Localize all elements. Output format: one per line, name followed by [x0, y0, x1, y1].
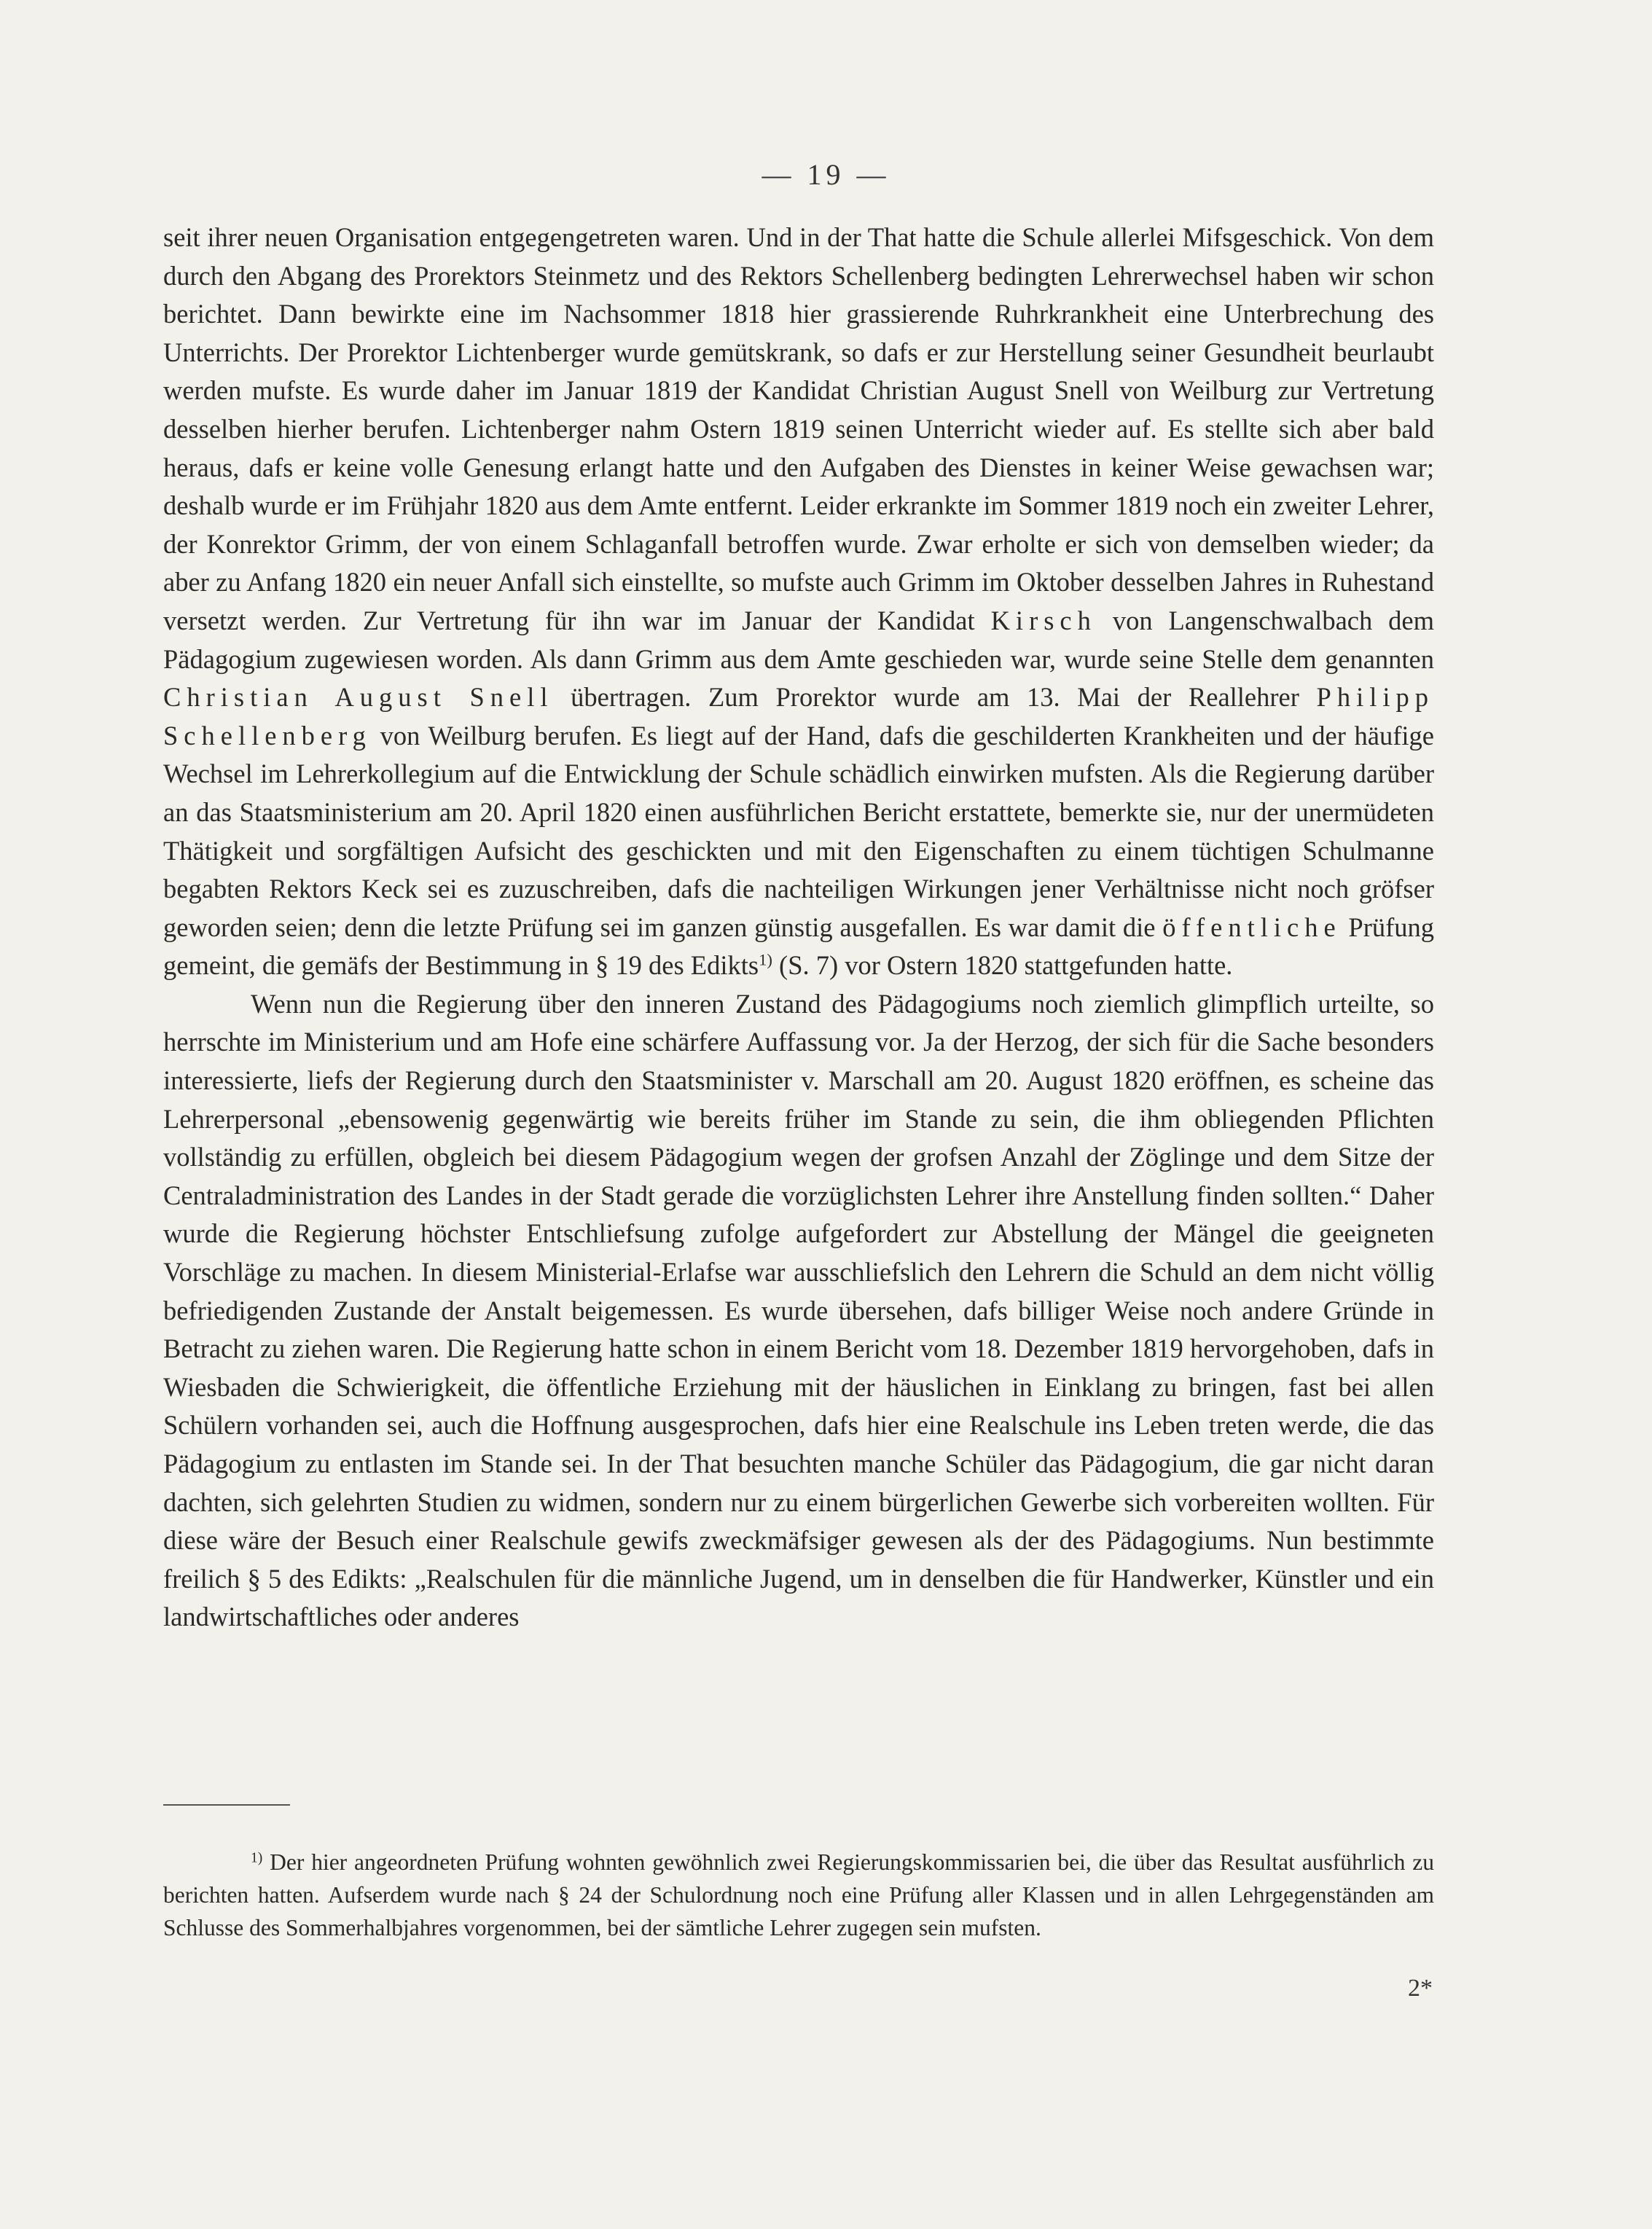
footnote-1	[163, 1846, 1434, 1944]
text-segment: seit ihrer neuen Organisation entgegengetreten waren. Und in der That hatte die Schule allerlei Mifsgeschick. Von dem durch den Abgang des Prorektors Steinmetz und des Rektors Schellenberg bedingten Lehrerwechsel haben wir schon berichtet. Dann bewirkte eine im Nachsommer 1818 hier grassierende Ruhrkrankheit eine Unterbrechung des Unterrichts. Der Prorektor Lichtenberger wurde gemütskrank, so dafs er zur Herstellung seiner Gesundheit beurlaubt werden mufste. Es wurde daher im Januar 1819 der Kandidat Christian August Snell von Weilburg zur Vertretung desselben hierher berufen. Lichtenberger nahm Ostern 1819 seinen Unterricht wieder auf. Es stellte sich aber bald heraus, dafs er keine volle Genesung erlangt hatte und den Aufgaben des Dienstes in keiner Weise gewachsen war; deshalb wurde er im Frühjahr 1820 aus dem Amte entfernt. Leider erkrankte im Sommer 1819 noch ein zweiter Lehrer, der Konrektor Grimm, der von einem Schlaganfall betroffen wurde. Zwar erholte er sich von demselben wieder; da aber zu Anfang 1820 ein neuer Anfall sich einstellte, so mufste auch Grimm im Oktober desselben Jahres in Ruhestand versetzt werden. Zur Vertretung für ihn war im Januar der Kandidat	[163, 222, 1434, 635]
text-segment: von Langenschwalbach dem Pädagogium zugewiesen worden. Als dann Grimm aus dem Amte geschieden war, wurde seine Stelle dem genannten	[163, 605, 1435, 674]
spaced-name-kirsch: Kirsch	[990, 605, 1097, 635]
text-segment: Prüfung gemeint, die gemäfs der Bestimmung in § 19 des Edikts	[163, 912, 1435, 981]
paragraph-1	[163, 219, 1434, 985]
body-text	[163, 219, 1434, 1637]
text-segment: (S. 7) vor Ostern 1820 stattgefunden hatte.	[772, 950, 1233, 981]
paragraph-2	[163, 985, 1434, 1637]
spaced-name-schellenberg: Philipp Schellenberg	[163, 682, 1434, 751]
footnote-divider	[163, 1804, 290, 1806]
spaced-name-snell: Christian August Snell	[163, 682, 554, 713]
footnote-section	[163, 1846, 1434, 1944]
footnote-text: Der hier angeordneten Prüfung wohnten gewöhnlich zwei Regierungskommissarien bei, die über das Resultat ausführlich zu berichten hatten. Aufserdem wurde nach § 24 der Schulordnung noch eine Prüfung aller Klassen und in allen Lehrgegenständen am Schlusse des Sommerhalbjahres vorgenommen, bei der sämtliche Lehrer zugegen sein mufsten.	[163, 1849, 1434, 1940]
text-segment: von Weilburg berufen. Es liegt auf der Hand, dafs die geschilderten Krankheiten und der häufige Wechsel im Lehrerkollegium auf die Entwicklung der Schule schädlich einwirken mufsten. Als die Regierung darüber an das Staatsministerium am 20. April 1820 einen ausführlichen Bericht erstattete, bemerkte sie, nur der unermüdeten Thätigkeit und sorgfältigen Aufsicht des geschickten und mit den Eigenschaften zu einem tüchtigen Schulmanne begabten Rektors Keck sei es zuzuschreiben, dafs die nachteiligen Wirkungen jener Verhältnisse nicht noch gröfser geworden seien; denn die letzte Prüfung sei im ganzen günstig ausgefallen. Es war damit die	[163, 720, 1434, 942]
footnote-marker: 1)	[251, 1850, 263, 1866]
signature-mark: 2*	[1408, 1975, 1433, 2002]
text-segment: übertragen. Zum Prorektor wurde am 13. Mai der Reallehrer	[553, 682, 1317, 713]
footnote-reference[interactable]: 1)	[759, 950, 772, 969]
spaced-word-oeffentliche: öffentliche	[1162, 912, 1342, 942]
text-segment: Wenn nun die Regierung über den inneren Zustand des Pädagogiums noch ziemlich glimpflich urteilte, so herrschte im Ministerium und am Hofe eine schärfere Auffassung vor. Ja der Herzog, der sich für die Sache besonders interessierte, liefs der Regierung durch den Staatsminister v. Marschall am 20. August 1820 eröffnen, es scheine das Lehrerpersonal „ebensowenig gegenwärtig wie bereits früher im Stande zu sein, die ihm obliegenden Pflichten vollständig zu erfüllen, obgleich bei diesem Pädagogium wegen der grofsen Anzahl der Zöglinge und dem Sitze der Centraladministration des Landes in der Stadt gerade die vorzüglichsten Lehrer ihre Anstellung finden sollten.“ Daher wurde die Regierung höchster Entschliefsung zufolge aufgefordert zur Abstellung der Mängel die geeigneten Vorschläge zu machen. In diesem Ministerial-Erlafse war ausschliefslich den Lehrern die Schuld an dem nicht völlig befriedigenden Zustande der Anstalt beigemessen. Es wurde übersehen, dafs billiger Weise noch andere Gründe in Betracht zu ziehen waren. Die Regierung hatte schon in einem Bericht vom 18. Dezember 1819 hervorgehoben, dafs in Wiesbaden die Schwierigkeit, die öffentliche Erziehung mit der häuslichen in Einklang zu bringen, fast bei allen Schülern vorhanden sei, auch die Hoffnung ausgesprochen, dafs hier eine Realschule ins Leben treten werde, die das Pädagogium zu entlasten im Stande sei. In der That besuchten manche Schüler das Pädagogium, die gar nicht daran dachten, sich gelehrten Studien zu widmen, sondern nur zu einem bürgerlichen Gewerbe sich vorbereiten wollten. Für diese wäre der Besuch einer Realschule gewifs zweckmäfsiger gewesen als der des Pädagogiums. Nun bestimmte freilich § 5 des Edikts: „Realschulen für die männliche Jugend, um in denselben die für Handwerker, Künstler und ein landwirtschaftliches oder anderes	[163, 988, 1434, 1632]
page-number: — 19 —	[762, 158, 890, 191]
